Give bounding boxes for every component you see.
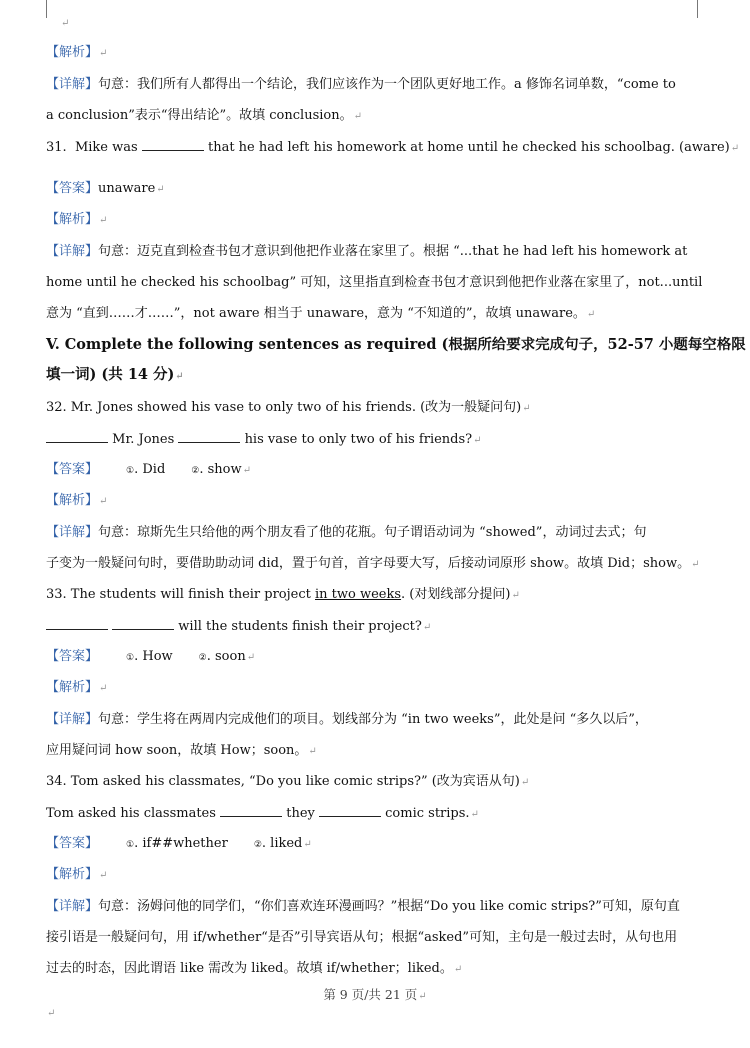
answer-label: 【答案】 — [46, 181, 99, 196]
q32-blanks: Mr. Jones his vase to only two of his friends?↵ — [46, 430, 482, 450]
q34-blanks: Tom asked his classmates they comic strips.↵ — [46, 806, 479, 821]
q32-stem: 32. Mr. Jones showed his vase to only two of his friends. (改为一般疑问句)↵ — [46, 400, 531, 415]
answer-blank — [220, 804, 282, 817]
analysis-label: 【解析】 — [46, 680, 99, 695]
q31-detail-line-1: 【详解】句意：迈克直到检查书包才意识到他把作业落在家里了。根据 “...that he had left his homework at — [46, 244, 688, 259]
analysis-label: 【解析】 — [46, 212, 99, 227]
section-heading-cont: 填一词) (共 14 分)↵ — [46, 366, 184, 383]
answer-label: 【答案】 — [46, 462, 99, 477]
q34-detail-line-2: 接引语是一般疑问句，用 if/whether“是否”引导宾语从句；根据“asked”可知，主句是一般过去时，从句也用 — [46, 930, 678, 945]
section-heading: V. Complete the following sentences as required (根据所给要求完成句子，52-57 小题每空格限 — [46, 336, 746, 353]
q32-answer: 【答案】 ①. Did ②. show↵ — [46, 462, 251, 477]
paragraph-mark: ↵ — [47, 1008, 56, 1019]
q30-detail-line-1: 【详解】句意：我们所有人都得出一个结论，我们应该作为一个团队更好地工作。a 修饰名词单数，“come to — [46, 77, 676, 92]
q32-detail-line-1: 【详解】句意：琼斯先生只给他的两个朋友看了他的花瓶。句子谓语动词为 “showed”，动词过去式；句 — [46, 525, 647, 540]
q33-answer: 【答案】 ①. How ②. soon↵ — [46, 649, 256, 664]
detail-label: 【详解】 — [46, 77, 99, 92]
analysis-row: 【解析】↵ — [46, 212, 108, 227]
q31-answer: 【答案】unaware↵ — [46, 181, 165, 196]
answer-label: 【答案】 — [46, 649, 99, 664]
q33-stem: 33. The students will finish their project in two weeks. (对划线部分提问)↵ — [46, 587, 520, 602]
answer-blank — [319, 804, 381, 817]
q33-blanks: will the students finish their project?↵ — [46, 617, 431, 637]
q31-detail-line-2: home until he checked his schoolbag” 可知，这里指直到检查书包才意识到他把作业落在家里了，not...until — [46, 275, 703, 290]
q34-answer: 【答案】 ①. if##whether ②. liked↵ — [46, 836, 312, 851]
answer-blank — [178, 430, 240, 443]
q30-detail-line-2: a conclusion”表示“得出结论”。故填 conclusion。↵ — [46, 108, 362, 123]
q34-detail-line-3: 过去的时态，因此谓语 like 需改为 liked。故填 if/whether；liked。↵ — [46, 961, 463, 976]
detail-label: 【详解】 — [46, 712, 99, 727]
q31-detail-line-3: 意为 “直到……才……”，not aware 相当于 unaware，意为 “不知道的”，故填 unaware。↵ — [46, 306, 596, 321]
answer-blank — [46, 617, 108, 630]
detail-label: 【详解】 — [46, 525, 99, 540]
q33-detail-line-1: 【详解】句意：学生将在两周内完成他们的项目。划线部分为 “in two weeks”，此处是问 “多久以后”， — [46, 712, 648, 727]
page-footer: 第 9 页/共 21 页↵ — [323, 987, 427, 1002]
detail-label: 【详解】 — [46, 899, 99, 914]
paragraph-mark: ↵ — [61, 18, 70, 29]
analysis-row: 【解析】↵ — [46, 45, 108, 60]
analysis-row: 【解析】↵ — [46, 680, 108, 695]
crop-mark-right — [697, 0, 698, 18]
crop-mark-left — [46, 0, 47, 18]
answer-blank — [142, 138, 204, 151]
analysis-row: 【解析】↵ — [46, 493, 108, 508]
analysis-label: 【解析】 — [46, 493, 99, 508]
answer-label: 【答案】 — [46, 836, 99, 851]
answer-blank — [46, 430, 108, 443]
analysis-label: 【解析】 — [46, 867, 99, 882]
analysis-row: 【解析】↵ — [46, 867, 108, 882]
q31-stem: 31. Mike was that he had left his homework at home until he checked his schoolbag. (aware)↵ — [46, 140, 740, 155]
answer-blank — [112, 617, 174, 630]
q34-detail-line-1: 【详解】句意：汤姆问他的同学们，“你们喜欢连环漫画吗？”根据“Do you like comic strips?”可知，原句直 — [46, 899, 680, 914]
q33-detail-line-2: 应用疑问词 how soon，故填 How；soon。↵ — [46, 743, 317, 758]
detail-label: 【详解】 — [46, 244, 99, 259]
q34-stem: 34. Tom asked his classmates, “Do you like comic strips?” (改为宾语从句)↵ — [46, 774, 530, 789]
q32-detail-line-2: 子变为一般疑问句时，要借助助动词 did，置于句首，首字母要大写，后接动词原形 show。故填 Did；show。↵ — [46, 556, 700, 571]
analysis-label: 【解析】 — [46, 45, 99, 60]
